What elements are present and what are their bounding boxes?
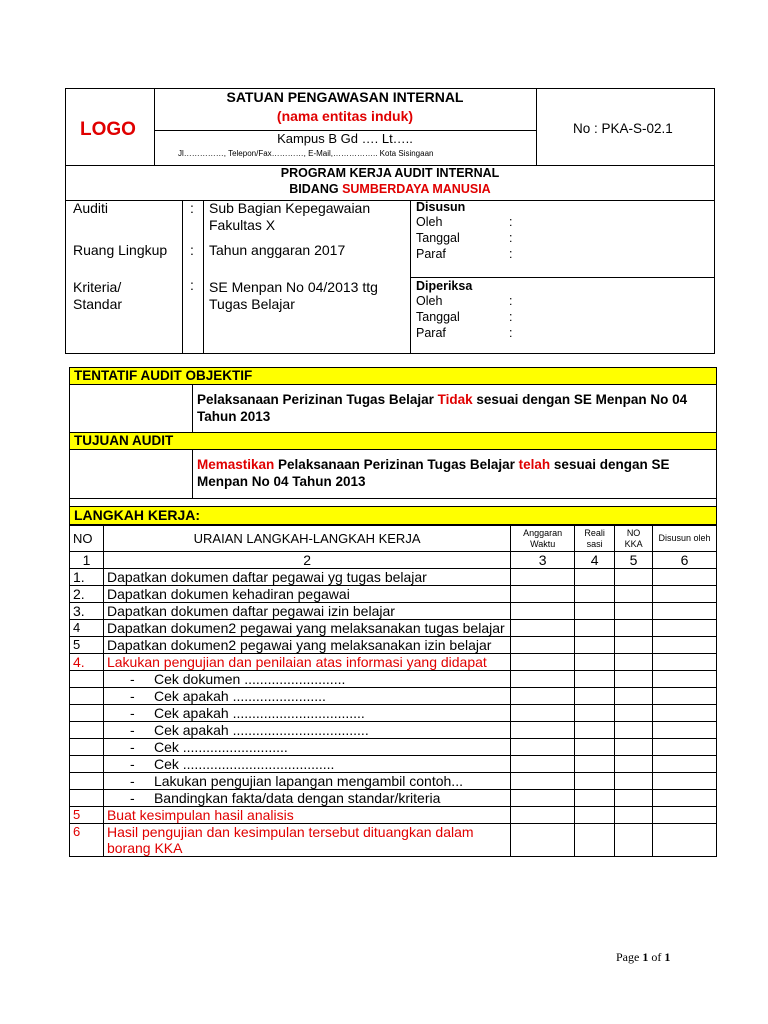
step-sub-no: [70, 705, 104, 722]
step-sub-no: [70, 773, 104, 790]
step-empty-cell: [511, 773, 575, 790]
step-empty-cell: [575, 586, 615, 603]
step-row: [70, 620, 717, 637]
step-sub-item: [103, 688, 510, 705]
step-empty-cell: [653, 722, 717, 739]
entity-name: (nama entitas induk): [276, 108, 414, 124]
step-empty-cell: [653, 824, 717, 857]
step-subrow: [70, 722, 717, 739]
step-empty-cell: [653, 620, 717, 637]
purpose-text-b: sesuai dengan SE Menpan No 04 Tahun 2013: [197, 457, 670, 489]
step-text: Dapatkan dokumen kehadiran pegawai: [103, 586, 510, 603]
spacer-row: [70, 499, 717, 507]
step-empty-cell: [575, 603, 615, 620]
step-empty-cell: [653, 671, 717, 688]
step-sub-item: [103, 705, 510, 722]
step-empty-cell: [653, 654, 717, 671]
purpose-red-b: telah: [518, 457, 551, 472]
purpose-text: [193, 450, 717, 499]
audit-sections: [69, 367, 717, 857]
objective-text-b: sesuai dengan SE Menpan No 04 Tahun 2013: [197, 392, 688, 424]
step-sub-text: Cek .......................................: [153, 756, 335, 772]
step-subrow: [70, 688, 717, 705]
step-sub-text: Lakukan pengujian lapangan mengambil contoh...: [153, 773, 463, 789]
step-empty-cell: [511, 790, 575, 807]
step-sub-dash: -: [129, 756, 135, 772]
objective-heading: TENTATIF AUDIT OBJEKTIF: [70, 368, 717, 385]
step-row: [70, 654, 717, 671]
step-empty-cell: [615, 722, 653, 739]
step-subrow: [70, 671, 717, 688]
steps-table: [69, 525, 717, 857]
objective-table: [69, 367, 717, 525]
purpose-red-a: Memastikan: [197, 457, 275, 472]
step-sub-dash: -: [129, 790, 135, 806]
colnum-6: 6: [653, 552, 717, 569]
step-sub-dash: -: [129, 688, 135, 704]
step-empty-cell: [575, 654, 615, 671]
objective-text-red: Tidak: [437, 392, 473, 407]
step-empty-cell: [615, 586, 653, 603]
step-empty-cell: [615, 654, 653, 671]
disusun-paraf: Paraf: [416, 247, 446, 261]
disusun-title: Disusun: [416, 200, 466, 214]
address-line: Jl……………, Telepon/Fax…………, E-Mail,…………….. Kota Sisingaan: [178, 149, 434, 158]
step-row: [70, 569, 717, 586]
bidang-prefix: BIDANG: [289, 182, 343, 196]
step-text: Dapatkan dokumen2 pegawai yang melaksanakan tugas belajar: [103, 620, 510, 637]
diperiksa-oleh-colon: :: [509, 294, 513, 308]
step-final-text: Buat kesimpulan hasil analisis: [103, 807, 510, 824]
colnum-2: 2: [103, 552, 510, 569]
step-empty-cell: [615, 688, 653, 705]
step-empty-cell: [653, 637, 717, 654]
step-empty-cell: [575, 705, 615, 722]
bidang-name: SUMBERDAYA MANUSIA: [342, 182, 491, 196]
step-empty-cell: [615, 773, 653, 790]
step-subrow: [70, 773, 717, 790]
step-empty-cell: [653, 586, 717, 603]
step-sub-item: [103, 739, 510, 756]
disusun-oleh-colon: :: [509, 215, 513, 229]
step-sub-item: [103, 756, 510, 773]
step-empty-cell: [575, 739, 615, 756]
step-empty-cell: [511, 824, 575, 857]
step-empty-cell: [575, 569, 615, 586]
step-empty-cell: [653, 603, 717, 620]
step-empty-cell: [575, 688, 615, 705]
page-total: 1: [664, 950, 671, 964]
step-sub-no: [70, 688, 104, 705]
step-empty-cell: [615, 807, 653, 824]
objective-text: [193, 385, 717, 433]
step-empty-cell: [615, 671, 653, 688]
step-row: [70, 586, 717, 603]
step-empty-cell: [511, 603, 575, 620]
step-final-no: 5: [70, 807, 104, 824]
disusun-tanggal: Tanggal: [416, 231, 460, 245]
steps-body: [70, 569, 717, 857]
col-anggaran: Anggaran Waktu: [511, 526, 575, 552]
step-empty-cell: [575, 773, 615, 790]
step-empty-cell: [575, 824, 615, 857]
step-empty-cell: [511, 739, 575, 756]
step-sub-no: [70, 790, 104, 807]
step-empty-cell: [511, 654, 575, 671]
step-empty-cell: [615, 824, 653, 857]
kriteria-label: Kriteria/ Standar: [73, 279, 123, 312]
auditi-label: Auditi: [73, 200, 109, 216]
step-empty-cell: [511, 722, 575, 739]
disusun-paraf-colon: :: [509, 247, 513, 261]
step-empty-cell: [575, 722, 615, 739]
org-title: SATUAN PENGAWASAN INTERNAL: [226, 89, 464, 105]
kriteria-value: SE Menpan No 04/2013 ttg Tugas Belajar: [209, 279, 378, 312]
bidang-line: [66, 182, 714, 196]
disusun-tanggal-colon: :: [509, 231, 513, 245]
auditi-colon: :: [190, 200, 194, 216]
col-realisasi: Reali sasi: [575, 526, 615, 552]
diperiksa-paraf: Paraf: [416, 326, 446, 340]
logo-placeholder: LOGO: [80, 119, 136, 140]
page-of: of: [648, 950, 665, 964]
purpose-heading: TUJUAN AUDIT: [70, 433, 717, 450]
step-empty-cell: [511, 705, 575, 722]
step-sub-dash: -: [129, 671, 135, 687]
step-sub-text: Cek apakah ........................: [153, 688, 326, 704]
step-subrow: [70, 739, 717, 756]
step-sub-no: [70, 756, 104, 773]
step-final-row: [70, 824, 717, 857]
step-sub-no: [70, 671, 104, 688]
program-title: PROGRAM KERJA AUDIT INTERNAL: [280, 166, 500, 180]
step-no: 4.: [70, 654, 104, 671]
colnum-1: 1: [70, 552, 104, 569]
page-footer: [616, 950, 670, 965]
step-sub-item: [103, 790, 510, 807]
purpose-blank: [70, 450, 193, 499]
diperiksa-oleh: Oleh: [416, 294, 443, 308]
steps-number-row: [70, 552, 717, 569]
step-text: Dapatkan dokumen daftar pegawai izin belajar: [103, 603, 510, 620]
colnum-5: 5: [615, 552, 653, 569]
step-empty-cell: [511, 671, 575, 688]
step-empty-cell: [575, 620, 615, 637]
step-text: Dapatkan dokumen2 pegawai yang melaksanakan izin belajar: [103, 637, 510, 654]
header-block: [65, 88, 715, 354]
step-empty-cell: [653, 790, 717, 807]
step-empty-cell: [575, 790, 615, 807]
ruang-colon: :: [190, 242, 194, 258]
step-sub-no: [70, 739, 104, 756]
step-no: 1.: [70, 569, 104, 586]
step-sub-dash: -: [129, 773, 135, 789]
step-sub-item: [103, 722, 510, 739]
doc-number: No : PKA-S-02.1: [573, 121, 673, 136]
step-empty-cell: [511, 688, 575, 705]
step-empty-cell: [653, 756, 717, 773]
step-no: 4: [70, 620, 104, 637]
step-empty-cell: [615, 705, 653, 722]
ruang-value: Tahun anggaran 2017: [209, 242, 346, 258]
auditi-value: Sub Bagian Kepegawaian Fakultas X: [209, 200, 371, 233]
col-no-kka: NO KKA: [615, 526, 653, 552]
step-empty-cell: [615, 620, 653, 637]
step-empty-cell: [511, 756, 575, 773]
step-sub-no: [70, 722, 104, 739]
col-uraian: URAIAN LANGKAH-LANGKAH KERJA: [103, 526, 510, 552]
page-number: 1: [642, 950, 649, 964]
step-final-text: Hasil pengujian dan kesimpulan tersebut dituangkan dalam borang KKA: [103, 824, 510, 857]
purpose-text-a: Pelaksanaan Perizinan Tugas Belajar: [274, 457, 519, 472]
step-no: 5: [70, 637, 104, 654]
step-sub-text: Cek apakah ..................................: [153, 705, 365, 721]
step-sub-item: [103, 773, 510, 790]
step-sub-text: Cek ...........................: [153, 739, 288, 755]
step-row: [70, 637, 717, 654]
step-empty-cell: [575, 807, 615, 824]
diperiksa-tanggal-colon: :: [509, 310, 513, 324]
step-sub-text: Cek apakah ...................................: [153, 722, 369, 738]
step-empty-cell: [511, 637, 575, 654]
step-empty-cell: [653, 688, 717, 705]
step-empty-cell: [653, 773, 717, 790]
step-empty-cell: [575, 671, 615, 688]
step-subrow: [70, 756, 717, 773]
step-empty-cell: [615, 756, 653, 773]
step-sub-item: [103, 671, 510, 688]
step-no: 3.: [70, 603, 104, 620]
page-label: Page: [616, 950, 643, 964]
disusun-oleh: Oleh: [416, 215, 443, 229]
step-sub-text: Cek dokumen ..........................: [153, 671, 346, 687]
step-empty-cell: [511, 807, 575, 824]
diperiksa-paraf-colon: :: [509, 326, 513, 340]
step-sub-dash: -: [129, 705, 135, 721]
diperiksa-tanggal: Tanggal: [416, 310, 460, 324]
kriteria-colon: :: [190, 277, 194, 293]
step-empty-cell: [511, 569, 575, 586]
step-text: Lakukan pengujian dan penilaian atas informasi yang didapat: [103, 654, 510, 671]
step-sub-dash: -: [129, 722, 135, 738]
step-empty-cell: [511, 586, 575, 603]
step-empty-cell: [511, 620, 575, 637]
step-empty-cell: [615, 637, 653, 654]
objective-blank: [70, 385, 193, 433]
step-final-no: 6: [70, 824, 104, 857]
ruang-label: Ruang Lingkup: [73, 242, 168, 258]
step-empty-cell: [653, 569, 717, 586]
step-subrow: [70, 790, 717, 807]
campus-line: Kampus B Gd …. Lt…..: [277, 131, 413, 146]
step-final-row: [70, 807, 717, 824]
objective-text-a: Pelaksanaan Perizinan Tugas Belajar: [197, 392, 438, 407]
step-empty-cell: [575, 637, 615, 654]
step-sub-dash: -: [129, 739, 135, 755]
step-text: Dapatkan dokumen daftar pegawai yg tugas belajar: [103, 569, 510, 586]
step-empty-cell: [615, 790, 653, 807]
step-row: [70, 603, 717, 620]
colnum-3: 3: [511, 552, 575, 569]
step-empty-cell: [615, 739, 653, 756]
step-sub-text: Bandingkan fakta/data dengan standar/kriteria: [153, 790, 441, 806]
step-empty-cell: [615, 603, 653, 620]
diperiksa-title: Diperiksa: [416, 279, 473, 293]
step-empty-cell: [575, 756, 615, 773]
step-subrow: [70, 705, 717, 722]
step-empty-cell: [653, 739, 717, 756]
col-disusun: Disusun oleh: [653, 526, 717, 552]
col-no: NO: [70, 526, 104, 552]
colnum-4: 4: [575, 552, 615, 569]
step-empty-cell: [653, 807, 717, 824]
step-empty-cell: [615, 569, 653, 586]
steps-heading: LANGKAH KERJA:: [70, 507, 717, 525]
step-empty-cell: [653, 705, 717, 722]
step-no: 2.: [70, 586, 104, 603]
steps-header-row: [70, 526, 717, 552]
